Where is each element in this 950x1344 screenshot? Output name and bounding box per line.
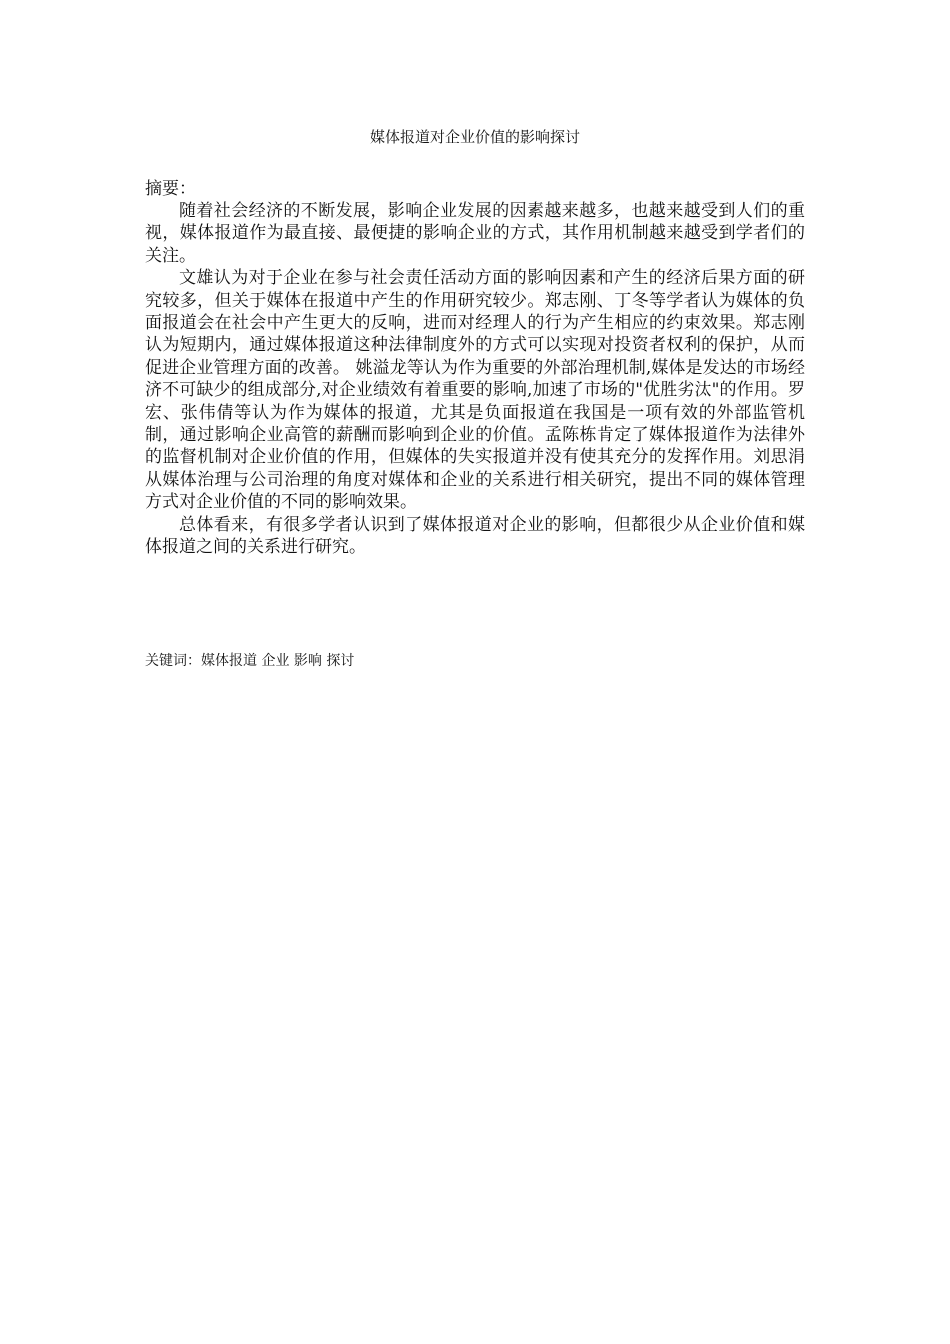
abstract-paragraph-2: 文雄认为对于企业在参与社会责任活动方面的影响因素和产生的经济后果方面的研究较多，但关于媒体在报道中产生的作用研究较少。郑志刚、丁冬等学者认为媒体的负面报道会在社会中产生更大的反响，进而对经理人的行为产生相应的约束效果。郑志刚认为短期内，通过媒体报道这种法律制度外的方式可以实现对投资者权利的保护，从而促进企业管理方面的改善。 姚溢龙等认为作为重要的外部治理机制,媒体是发达的市场经济不可缺少的组成部分,对企业绩效有着重要的影响,加速了市场的"优胜劣汰"的作用。罗宏、张伟倩等认为作为媒体的报道，尤其是负面报道在我国是一项有效的外部监管机制，通过影响企业高管的薪酬而影响到企业的价值。孟陈栋肯定了媒体报道作为法律外的监督机制对企业价值的作用，但媒体的失实报道并没有使其充分的发挥作用。刘思涓从媒体治理与公司治理的角度对媒体和企业的关系进行相关研究，提出不同的媒体管理方式对企业价值的不同的影响效果。 (145, 268, 805, 513)
document-title: 媒体报道对企业价值的影响探讨 (369, 128, 580, 146)
keywords-line: 关键词：媒体报道 企业 影响 探讨 (145, 653, 355, 669)
abstract-paragraph-3: 总体看来，有很多学者认识到了媒体报道对企业的影响，但都很少从企业价值和媒体报道之间的关系进行研究。 (145, 514, 805, 558)
abstract-paragraph-1: 随着社会经济的不断发展，影响企业发展的因素越来越多，也越来越受到人们的重视，媒体报道作为最直接、最便捷的影响企业的方式，其作用机制越来越受到学者们的关注。 (145, 201, 805, 266)
abstract-body (145, 200, 805, 559)
abstract-label: 摘要： (145, 179, 196, 199)
